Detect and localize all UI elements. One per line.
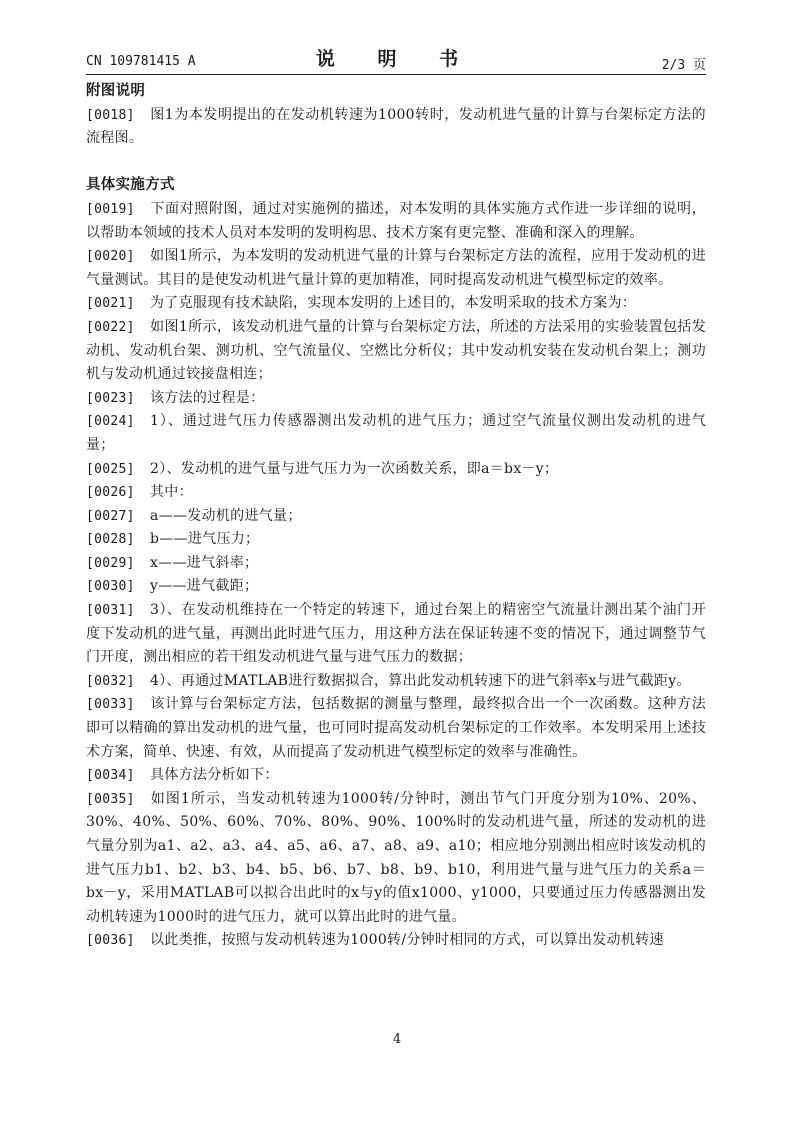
paragraph-0023	[86, 387, 706, 411]
page-indicator: 2/3 页	[661, 58, 706, 73]
paragraph-0026	[86, 481, 706, 505]
paragraph-0019	[86, 198, 706, 245]
paragraph-text: 下面对照附图，通过对实施例的描述，对本发明的具体实施方式作进一步详细的说明，以帮助本领域的技术人员对本发明的发明构思、技术方案有更完整、准确和深入的理解。	[86, 200, 706, 241]
paragraph-0029	[86, 552, 706, 576]
paragraph-text: x——进气斜率；	[150, 554, 259, 571]
paragraph-number: [0027]	[86, 508, 135, 524]
paragraph-number: [0018]	[86, 107, 135, 123]
paragraph-number: [0026]	[86, 485, 135, 501]
paragraph-0024	[86, 410, 706, 457]
document-body	[86, 80, 706, 953]
paragraph-number: [0021]	[86, 296, 135, 312]
paragraph-number: [0024]	[86, 414, 135, 430]
paragraph-number: [0023]	[86, 390, 135, 406]
paragraph-number: [0035]	[86, 791, 135, 807]
paragraph-number: [0029]	[86, 555, 135, 571]
paragraph-text: 如图1所示，当发动机转速为1000转/分钟时，测出节气门开度分别为10%、20%、30%、40%、50%、60%、70%、80%、90%、100%时的发动机进气量，所述的发动机的进气量分别为a1、a2、a3、a4、a5、a6、a7、a8、a9、a10；相应地分别测出相应时该发动机的进气压力b1、b2、b3、b4、b5、b6、b7、b8、b9、b10，利用进气量与进气压力的关系a＝bx－y，采用MATLAB可以拟合出此时的x与y的值x1000、y1000，只要通过压力传感器测出发动机转速为1000时的进气压力，就可以算出此时的进气量。	[86, 790, 706, 925]
section-spacer	[86, 151, 706, 175]
paragraph-text: 该方法的过程是：	[150, 389, 265, 406]
paragraph-0022	[86, 316, 706, 387]
paragraph-text: 如图1所示，该发动机进气量的计算与台架标定方法，所述的方法采用的实验装置包括发动机、发动机台架、测功机、空气流量仪、空燃比分析仪；其中发动机安装在发动机台架上；测功机与发动机通过铰接盘相连；	[86, 318, 706, 383]
paragraph-0027	[86, 505, 706, 529]
page-header	[86, 44, 706, 75]
paragraph-number: [0019]	[86, 201, 135, 217]
paragraph-number: [0028]	[86, 532, 135, 548]
paragraph-text: 如图1所示，为本发明的发动机进气量的计算与台架标定方法的流程，应用于发动机的进气量测试。其目的是使发动机进气量计算的更加精准，同时提高发动机进气模型标定的效率。	[86, 248, 706, 288]
paragraph-0034	[86, 764, 706, 788]
paragraph-text: 其中：	[150, 484, 193, 501]
paragraph-text: 以此类推，按照与发动机转速为1000转/分钟时相同的方式，可以算出发动机转速	[150, 932, 664, 949]
paragraph-text: a——发动机的进气量；	[150, 507, 302, 524]
paragraph-number: [0036]	[86, 933, 135, 949]
paragraph-0031	[86, 599, 706, 670]
paragraph-text: 该计算与台架标定方法，包括数据的测量与整理，最终拟合出一个一次函数。这种方法即可以精确的算出发动机的进气量，也可同时提高发动机台架标定的工作效率。本发明采用上述技术方案，简单、快速、有效，从而提高了发动机进气模型标定的效率与准确性。	[86, 696, 706, 760]
paragraph-text: 图1为本发明提出的在发动机转速为1000转时，发动机进气量的计算与台架标定方法的流程图。	[86, 106, 706, 147]
paragraph-number: [0022]	[86, 319, 135, 335]
paragraph-0028	[86, 528, 706, 552]
paragraph-0018	[86, 104, 706, 151]
paragraph-text: 为了克服现有技术缺陷，实现本发明的上述目的，本发明采取的技术方案为：	[150, 295, 637, 312]
paragraph-0035	[86, 788, 706, 930]
paragraph-text: 1）、通过进气压力传感器测出发动机的进气压力；通过空气流量仪测出发动机的进气量；	[86, 413, 706, 453]
paragraph-text: 2）、发动机的进气量与进气压力为一次函数关系，即a＝bx－y；	[150, 460, 559, 477]
paragraph-number: [0031]	[86, 603, 135, 619]
paragraph-text: y——进气截距；	[150, 578, 259, 595]
paragraph-0030	[86, 575, 706, 599]
paragraph-0025	[86, 458, 706, 482]
paragraph-number: [0025]	[86, 461, 135, 477]
paragraph-number: [0030]	[86, 579, 135, 595]
paragraph-0032	[86, 670, 706, 694]
paragraph-number: [0032]	[86, 673, 135, 689]
paragraph-0020	[86, 245, 706, 292]
document-type-title: 说 明 书	[315, 48, 477, 70]
paragraph-text: 4）、再通过MATLAB进行数据拟合，算出此发动机转速下的进气斜率x与进气截距y。	[150, 672, 691, 689]
publication-number: CN 109781415 A	[86, 54, 196, 69]
section-heading-embodiment: 具体实施方式	[86, 177, 175, 194]
paragraph-0033	[86, 693, 706, 764]
paragraph-0021	[86, 292, 706, 316]
paragraph-text: 具体方法分析如下：	[150, 767, 279, 784]
paragraph-number: [0020]	[86, 249, 135, 265]
paragraph-text: b——进气压力；	[150, 531, 260, 548]
paragraph-number: [0034]	[86, 768, 135, 784]
paragraph-text: 3）、在发动机维持在一个特定的转速下，通过台架上的精密空气流量计测出某个油门开度下发动机的进气量，再测出此时进气压力，用这种方法在保证转速不变的情况下，通过调整节气门开度，测出相应的若干组发动机进气量与进气压力的数据；	[86, 602, 706, 666]
paragraph-0036	[86, 929, 706, 953]
page-number: 4	[392, 1032, 402, 1047]
section-heading-figures: 附图说明	[86, 83, 146, 99]
paragraph-number: [0033]	[86, 697, 135, 713]
